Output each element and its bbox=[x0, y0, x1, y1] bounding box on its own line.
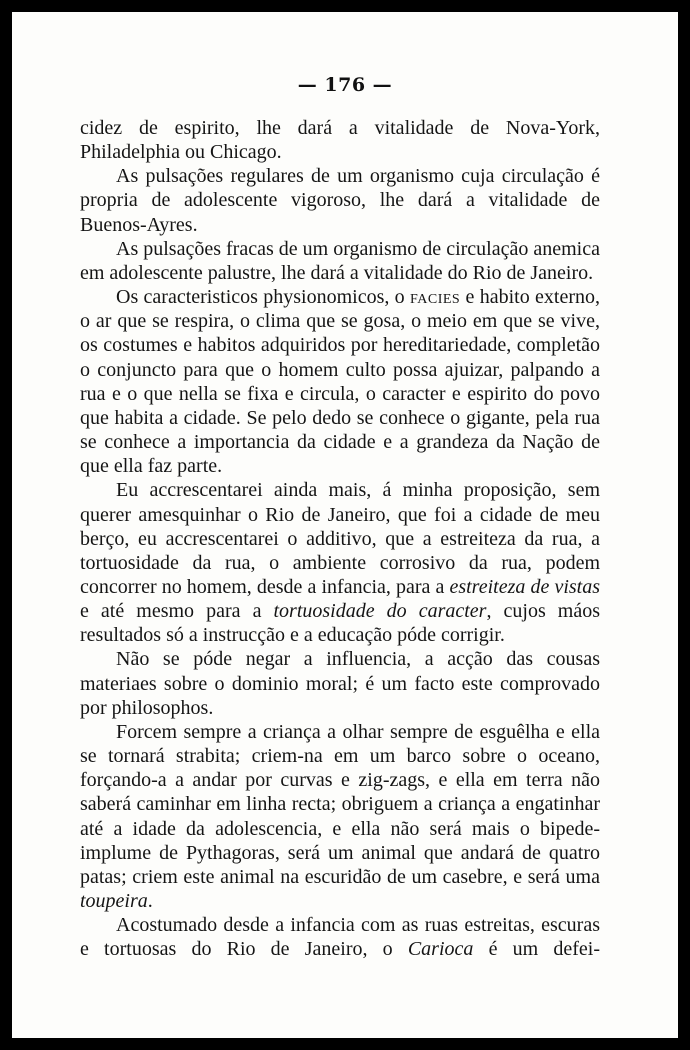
paragraph-7-text-2: . bbox=[147, 890, 153, 912]
paragraph-5-text-1: Eu accrescentarei ainda mais, á minha proposição, sem querer amesquinhar o Rio de Janeiro, que foi a cidade de meu berço, eu accrescentarei o additivo, que a estreiteza da rua, a tortuosidade da rua, o ambiente corrosivo da rua, podem concorrer no homem, desde a infancia, para a bbox=[80, 479, 600, 598]
paragraph-8-text-1: Acostumado desde a infancia com as ruas estreitas, escuras e tortuosas do Rio de Janeiro, o bbox=[80, 914, 600, 961]
paragraph-2 bbox=[80, 164, 600, 236]
paragraph-5-text-2: e até mesmo para a bbox=[80, 600, 274, 623]
book-page bbox=[12, 12, 678, 1038]
paragraph-5-italic-1: estreiteza de vistas bbox=[449, 575, 600, 598]
paragraph-4 bbox=[80, 285, 600, 478]
paragraph-5-italic-2: tortuosidade do caracter bbox=[273, 600, 487, 623]
paragraph-1-text: cidez de espirito, lhe dará a vitalidade de Nova-York, Philadelphia ou Chicago. bbox=[80, 117, 600, 164]
paragraph-3 bbox=[80, 237, 600, 285]
paragraph-8 bbox=[80, 913, 600, 961]
paragraph-4-text-after: e habito externo, o ar que se respira, o clima que se gosa, o meio em que se vive, os costumes e habitos adquiridos por hereditariedade, completão o conjuncto para que o homem culto possa ajuizar, palpando a rua e o que nella se fixa e circula, o caracter e espirito do povo que habita a cidade. Se pelo dedo se conhece o gigante, pela rua se conhece a importancia da cidade e a grandeza da Nação de que ella faz parte. bbox=[80, 286, 600, 478]
page-number: — 176 — bbox=[297, 74, 393, 96]
paragraph-4-facies: facies bbox=[410, 286, 461, 309]
paragraph-2-text: As pulsações regulares de um organismo cuja circulação é propria de adolescente vigoroso, lhe dará a vitalidade de Buenos-Ayres. bbox=[80, 165, 600, 236]
paragraph-6 bbox=[80, 647, 600, 719]
paragraph-6-text: Não se póde negar a influencia, a acção das cousas materiaes sobre o dominio moral; é um facto este comprovado por philosophos. bbox=[80, 648, 600, 719]
paragraph-7-italic: toupeira bbox=[80, 890, 148, 912]
paragraph-5 bbox=[80, 478, 600, 647]
paragraph-4-text-before: Os caracteristicos physionomicos, o bbox=[116, 286, 410, 309]
paragraph-7-text-1: Forcem sempre a criança a olhar sempre de esguêlha e ella se tornará strabita; criem-na em um barco sobre o oceano, forçando-a a andar por curvas e zig-zags, e ella em terra não saberá caminhar em linha recta; obriguem a criança a engatinhar até a idade da adolescencia, e ella não será mais o bipede-implume de Pythagoras, será um animal que andará de quatro patas; criem este animal na escuridão de um casebre, e será uma bbox=[80, 720, 600, 888]
paragraph-5-text-3: , cujos máos resultados só a instrucção e a educação póde corrigir. bbox=[80, 600, 600, 647]
paragraph-8-italic: Carioca bbox=[407, 938, 474, 961]
paragraph-8-text-2: é um defei- bbox=[473, 938, 600, 961]
paragraph-7 bbox=[80, 720, 600, 913]
paragraph-3-text: As pulsações fracas de um organismo de circulação anemica em adolescente palustre, lhe dará a vitalidade do Rio de Janeiro. bbox=[80, 237, 600, 284]
paragraph-1 bbox=[80, 116, 600, 164]
body-text bbox=[80, 116, 600, 961]
